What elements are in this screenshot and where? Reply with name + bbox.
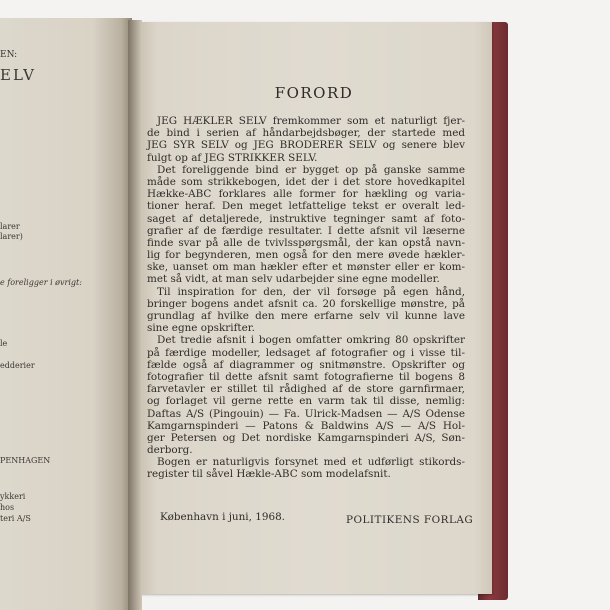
book-gutter — [128, 20, 142, 610]
text-line: ger Petersen og Det nordiske Kamgarnspinderi A/S, Søn- — [147, 431, 465, 444]
text-line: måde som strikkebogen, idet der i det store hovedkapitel — [147, 175, 465, 188]
text-line: fælde også af diagrammer og snitmønstre. Opskrifter og — [147, 358, 465, 371]
foreword-body — [147, 115, 465, 481]
publisher-name: POLITIKENS FORLAG — [346, 514, 474, 526]
text-line: og forlaget vil gerne rette en varm tak til disse, nemlig: — [147, 395, 465, 408]
text-line: fotografier til dette afsnit samt fotografierne til bogens 8 — [147, 370, 465, 383]
text-line: saget af detaljerede, instruktive tegninger samt af foto- — [147, 212, 465, 225]
text-line: Kamgarnspinderi — Patons & Baldwins A/S — A/S Hol- — [147, 419, 465, 432]
left-page-text: ykkeri — [0, 492, 26, 501]
text-line: Til inspiration for den, der vil forsøge på egen hånd, — [157, 285, 465, 298]
text-line: farvetavler er stillet til rådighed af de store garnfirmaer, — [147, 383, 465, 396]
text-line: tioner heraf. Den meget letfattelige tekst er overalt led- — [147, 200, 465, 213]
text-line: derborg. — [147, 444, 193, 457]
left-page-title-fragment: ELV — [0, 66, 36, 84]
text-line: de bind i serien af håndarbejdsbøger, der startede med — [147, 127, 465, 140]
text-line: Daftas A/S (Pingouin) — Fa. Ulrick-Madsen — A/S Odense — [147, 407, 465, 420]
page-title: FORORD — [274, 84, 354, 102]
text-line: JEG SYR SELV og JEG BRODERER SELV og senere blev — [147, 139, 465, 152]
place-date: København i juni, 1968. — [160, 511, 285, 523]
text-line: Det foreliggende bind er bygget op på ganske samme — [157, 163, 465, 176]
left-page-text: hos — [0, 503, 15, 512]
left-page-text: e foreligger i øvrigt: — [0, 278, 82, 287]
text-line: lig for begynderen, men også for den mere øvede hækler- — [147, 249, 465, 262]
text-line: met så vidt, at man selv udarbejder sine egne modeller. — [147, 273, 440, 286]
text-line: Bogen er naturligvis forsynet med et udførligt stikords- — [157, 456, 465, 469]
text-line: bringer bogens andet afsnit ca. 20 forskellige mønstre, på — [147, 297, 465, 310]
text-line: Det tredie afsnit i bogen omfatter omkring 80 opskrifter — [157, 334, 465, 347]
left-page-text: PENHAGEN — [0, 456, 51, 465]
text-line: register til såvel Hækle-ABC som modelafsnit. — [147, 468, 391, 481]
text-line: på færdige modeller, ledsaget af fotografier og i visse til- — [147, 346, 465, 359]
text-line: finde svar på alle de tvivlsspørgsmål, der kan opstå navn- — [147, 236, 465, 249]
left-page-text: edderier — [0, 361, 35, 370]
text-line: Hække-ABC forklares alle former for hækling og varia- — [147, 188, 465, 201]
left-page-text: le — [0, 339, 8, 348]
left-page-text: teri A/S — [0, 514, 31, 523]
left-page-text: larer — [0, 222, 20, 231]
text-line: JEG HÆKLER SELV fremkommer som et naturligt fjer- — [157, 115, 465, 127]
text-line: ske, uanset om man hækler efter et mønster eller er kom- — [147, 261, 465, 274]
left-page-heading-fragment: EN: — [0, 50, 18, 60]
text-line: fulgt op af JEG STRIKKER SELV. — [147, 151, 318, 164]
text-line: grafier af de færdige resultater. I dette afsnit vil læserne — [147, 224, 465, 237]
text-line: sine egne opskrifter. — [147, 322, 255, 335]
left-page-text: larer) — [0, 232, 23, 241]
text-line: grundlag af hvilke den mere erfarne selv vil kunne lave — [147, 310, 465, 322]
